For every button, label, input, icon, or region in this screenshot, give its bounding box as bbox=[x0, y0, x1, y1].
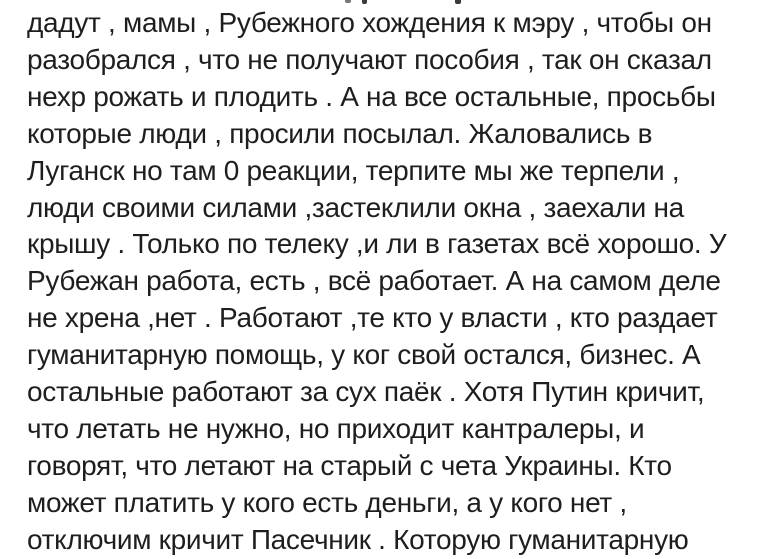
text-line: Луганск но там 0 реакции, терпите мы же терпели , bbox=[27, 154, 680, 186]
text-line: которые люди , просили посылал. Жаловались в bbox=[27, 117, 653, 149]
descender-mark bbox=[455, 0, 461, 4]
text-line: Рубежан работа, есть , всё работает. А на самом деле bbox=[27, 265, 721, 297]
text-line: крышу . Только по телеку ,и ли в газетах всё хорошо. У bbox=[27, 228, 727, 260]
text-line: может платить у кого есть деньги, а у кого нет , bbox=[27, 486, 627, 518]
text-line: отключим кричит Пасечник . Которую гуманитарную bbox=[27, 523, 689, 555]
descender-mark bbox=[345, 0, 351, 3]
text-line: дадут , мамы , Рубежного хождения к мэру , чтобы он bbox=[27, 7, 712, 38]
text-line: остальные работают за сух паёк . Хотя Путин кричит, bbox=[27, 376, 705, 408]
text-line: не хрена ,нет . Работают ,те кто у власти , кто раздает bbox=[27, 302, 718, 334]
descender-mark bbox=[362, 0, 367, 4]
text-line: говорят, что летают на старый с чета Украины. Кто bbox=[27, 449, 672, 481]
text-line: гуманитарную помощь, у ког свой остался, бизнес. А bbox=[27, 339, 701, 371]
text-line: что летать не нужно, но приходит кантралеры, и bbox=[27, 412, 645, 444]
text-line: люди своими силами ,застеклили окна , заехали на bbox=[27, 191, 684, 223]
text-line: разобрался , что не получают пособия , так он сказал bbox=[27, 43, 712, 75]
text-line: нехр рожать и плодить . А на все остальные, просьбы bbox=[27, 80, 716, 112]
text-block bbox=[27, 5, 752, 559]
